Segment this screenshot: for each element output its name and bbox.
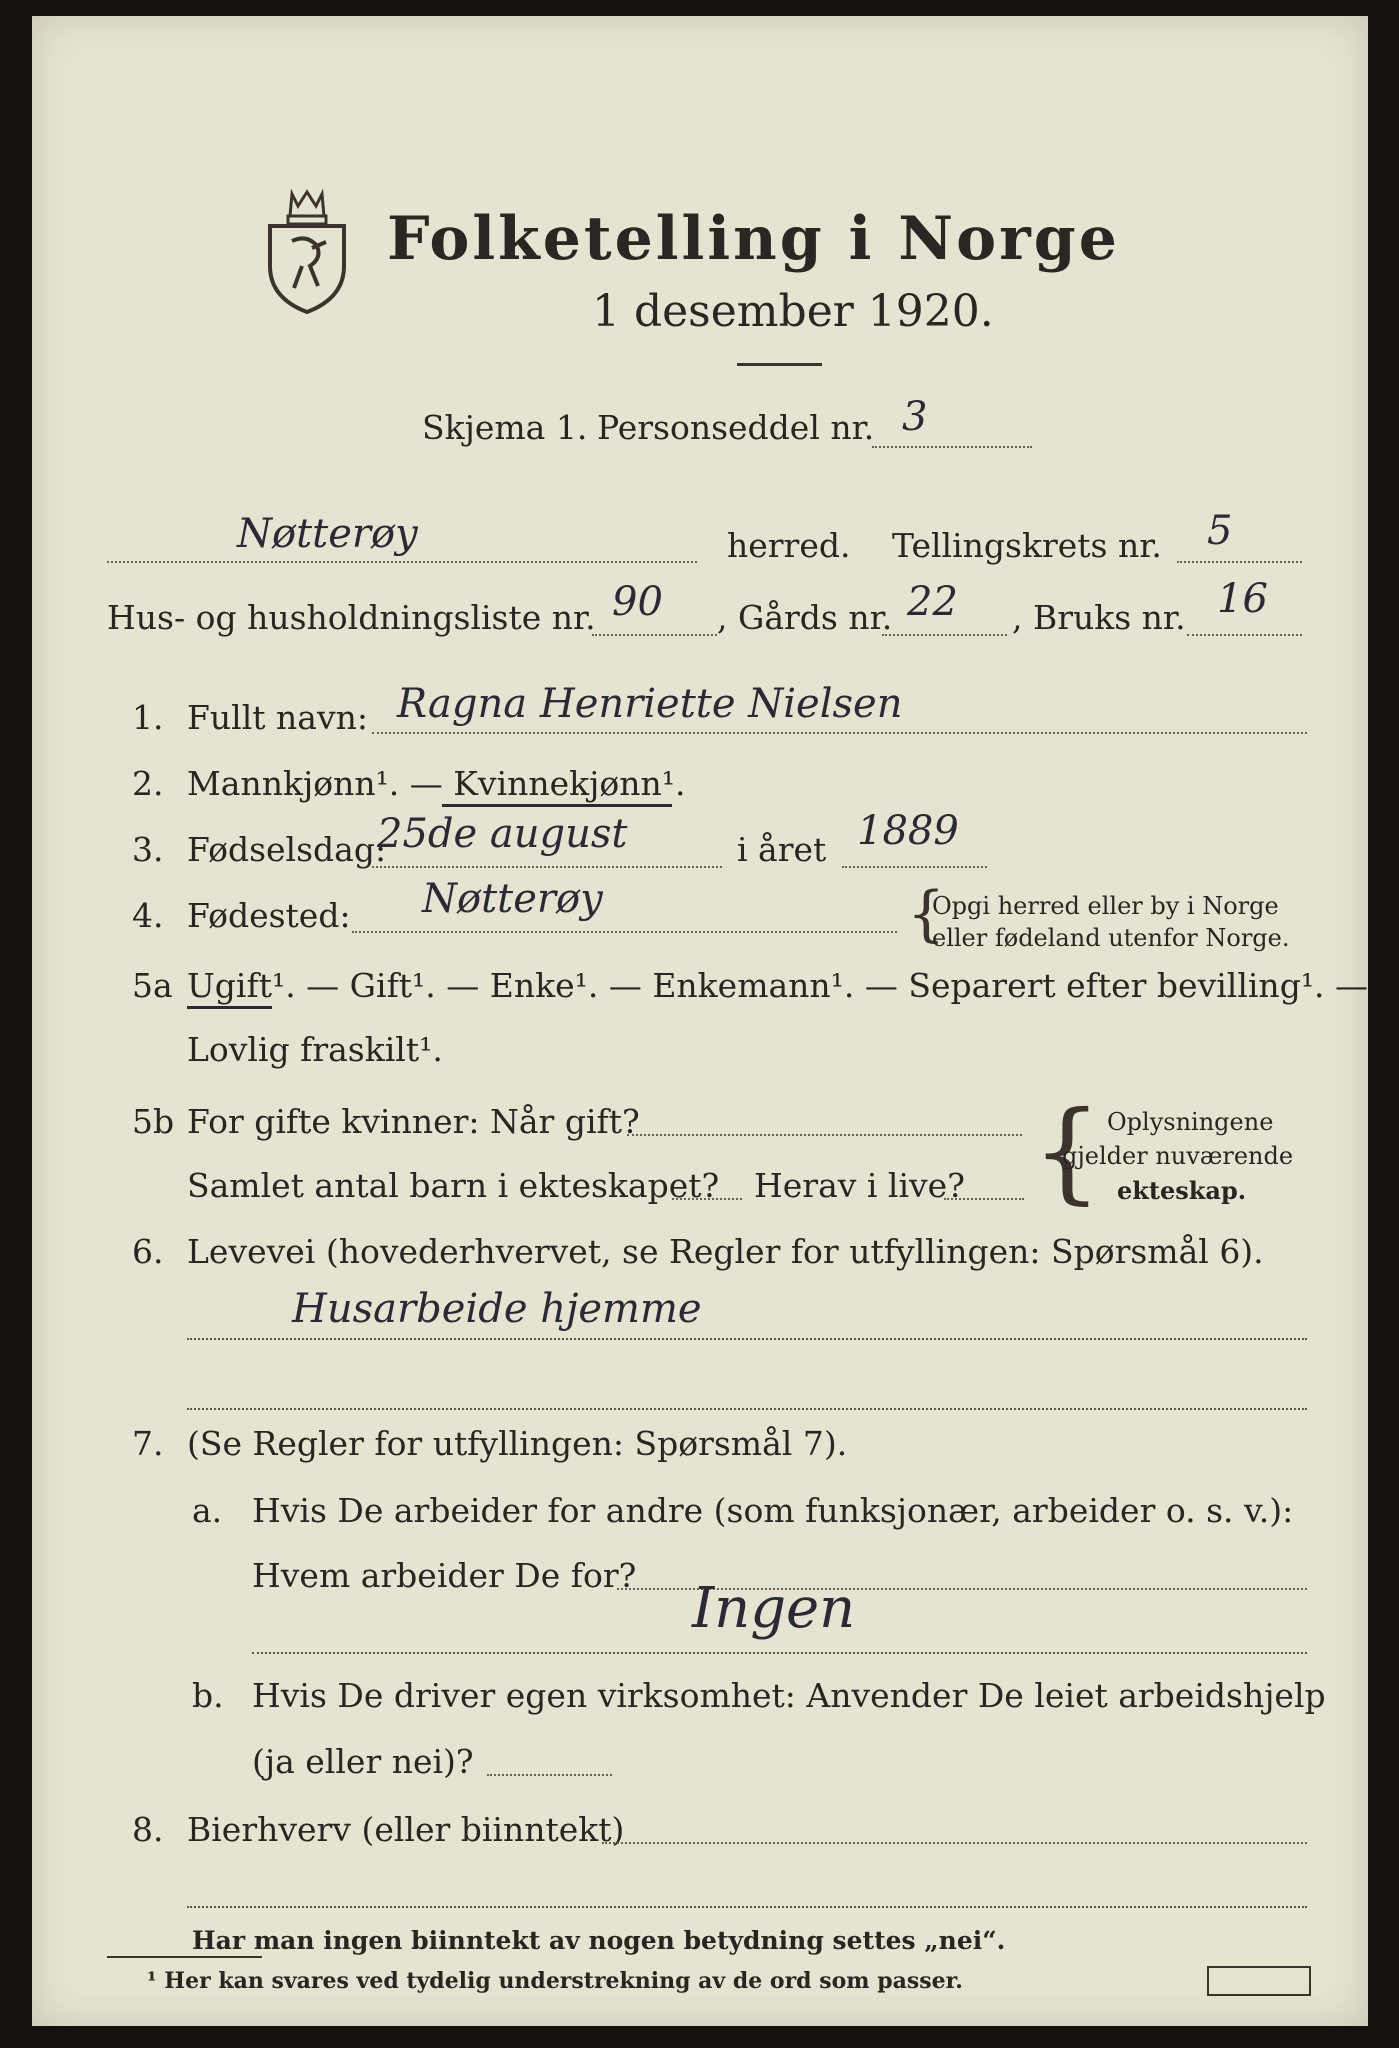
- q4-label: Fødested:: [187, 896, 351, 935]
- q1-line: [372, 732, 1307, 734]
- printer-stamp: [1207, 1966, 1311, 1996]
- q2-selection-underline: [442, 804, 672, 807]
- tellingskrets-value: 5: [1207, 508, 1233, 554]
- q7b-label-2: (ja eller nei)?: [252, 1742, 474, 1781]
- personseddel-line: [872, 446, 1032, 448]
- hus-line: [592, 634, 717, 636]
- q5b-married-line: [627, 1134, 1022, 1136]
- q8-label: Bierhverv (eller biinntekt): [187, 1810, 625, 1849]
- q5b-label: For gifte kvinner: Når gift?: [187, 1102, 640, 1141]
- form-date: 1 desember 1920.: [592, 286, 994, 337]
- q2-number: 2.: [132, 764, 164, 803]
- herred-value: Nøtterøy: [237, 511, 418, 557]
- footnote-rule: [107, 1956, 262, 1958]
- q7-label: (Se Regler for utfyllingen: Spørsmål 7).: [187, 1424, 848, 1463]
- q5b-label-2: Samlet antal barn i ekteskapet?: [187, 1166, 720, 1205]
- gards-line: [882, 634, 1007, 636]
- herred-label: herred.: [727, 526, 851, 565]
- q5b-label-3: Herav i live?: [754, 1166, 965, 1205]
- q5a-label: Ugift¹. — Gift¹. — Enke¹. — Enkemann¹. — Separert efter bevilling¹. —: [187, 966, 1369, 1005]
- q2-label: Mannkjønn¹. — Kvinnekjønn¹.: [187, 764, 686, 803]
- q8-number: 8.: [132, 1810, 164, 1849]
- schema-label: Skjema 1.: [422, 408, 588, 447]
- q7a-letter: a.: [192, 1491, 223, 1530]
- q5a-label-2: Lovlig fraskilt¹.: [187, 1030, 443, 1069]
- q3-number: 3.: [132, 830, 164, 869]
- form-title: Folketelling i Norge: [387, 204, 1120, 274]
- q3-year-value: 1889: [857, 808, 959, 854]
- bruks-line: [1187, 634, 1302, 636]
- q7-number: 7.: [132, 1424, 164, 1463]
- q5a-number: 5a: [132, 966, 173, 1005]
- q8-note: Har man ingen biinntekt av nogen betydning settes „nei“.: [192, 1926, 1006, 1955]
- hus-label: Hus- og husholdningsliste nr.: [107, 598, 596, 637]
- tellingskrets-label: Tellingskrets nr.: [892, 526, 1162, 565]
- gards-value: 22: [907, 579, 958, 625]
- personseddel-label: Personseddel nr.: [597, 408, 875, 447]
- q3-value: 25de august: [377, 811, 628, 857]
- q3-line: [372, 866, 722, 868]
- census-form: [32, 16, 1368, 2026]
- q4-number: 4.: [132, 896, 164, 935]
- q6-value: Husarbeide hjemme: [292, 1286, 702, 1332]
- footnote: ¹ Her kan svares ved tydelig understrekning av de ord som passer.: [147, 1968, 963, 1994]
- personseddel-value: 3: [902, 394, 928, 440]
- q5b-children-line: [672, 1198, 742, 1200]
- bruks-value: 16: [1217, 576, 1268, 622]
- q4-note-brace: {: [907, 879, 946, 949]
- q7b-letter: b.: [192, 1676, 224, 1715]
- q1-number: 1.: [132, 698, 164, 737]
- q3-label: Fødselsdag:: [187, 830, 387, 869]
- q5b-number: 5b: [132, 1102, 175, 1141]
- q5b-note-brace: {: [1032, 1087, 1102, 1215]
- tellingskrets-line: [1177, 561, 1302, 563]
- q7b-label: Hvis De driver egen virksomhet: Anvender De leiet arbeidshjelp: [252, 1676, 1326, 1715]
- q7b-line: [487, 1774, 612, 1776]
- bruks-label: , Bruks nr.: [1012, 598, 1186, 637]
- herred-line: [107, 561, 697, 563]
- q7a-line-2: [252, 1652, 1307, 1654]
- q3-year-line: [842, 866, 987, 868]
- q7a-value: Ingen: [692, 1576, 856, 1641]
- hus-value: 90: [612, 579, 663, 625]
- q8-line-1: [602, 1842, 1307, 1844]
- title-divider: [737, 363, 822, 366]
- coat-of-arms-icon: [262, 186, 352, 316]
- q4-note-line-1: Opgi herred eller by i Norge: [932, 892, 1279, 920]
- q4-value: Nøtterøy: [422, 876, 603, 922]
- q5b-note-line-3: ekteskap.: [1117, 1176, 1247, 1205]
- q5b-note-line-1: Oplysningene: [1107, 1108, 1274, 1136]
- q1-value: Ragna Henriette Nielsen: [397, 681, 903, 727]
- q8-line-2: [187, 1906, 1307, 1908]
- q3-year-label: i året: [737, 830, 827, 869]
- q1-label: Fullt navn:: [187, 698, 368, 737]
- q5b-note-line-2: gjelder nuværende: [1062, 1142, 1294, 1170]
- q5a-selection-underline: [187, 1006, 272, 1009]
- q6-line-1: [187, 1338, 1307, 1340]
- q7a-label: Hvis De arbeider for andre (som funksjonær, arbeider o. s. v.):: [252, 1491, 1294, 1530]
- q4-note-line-2: eller fødeland utenfor Norge.: [932, 924, 1290, 952]
- q6-number: 6.: [132, 1232, 164, 1271]
- q7a-label-2: Hvem arbeider De for?: [252, 1556, 637, 1595]
- q6-label: Levevei (hovederhvervet, se Regler for utfyllingen: Spørsmål 6).: [187, 1232, 1264, 1271]
- q4-line: [352, 931, 897, 933]
- q5b-alive-line: [944, 1198, 1024, 1200]
- gards-label: , Gårds nr.: [717, 598, 893, 637]
- q6-line-2: [187, 1408, 1307, 1410]
